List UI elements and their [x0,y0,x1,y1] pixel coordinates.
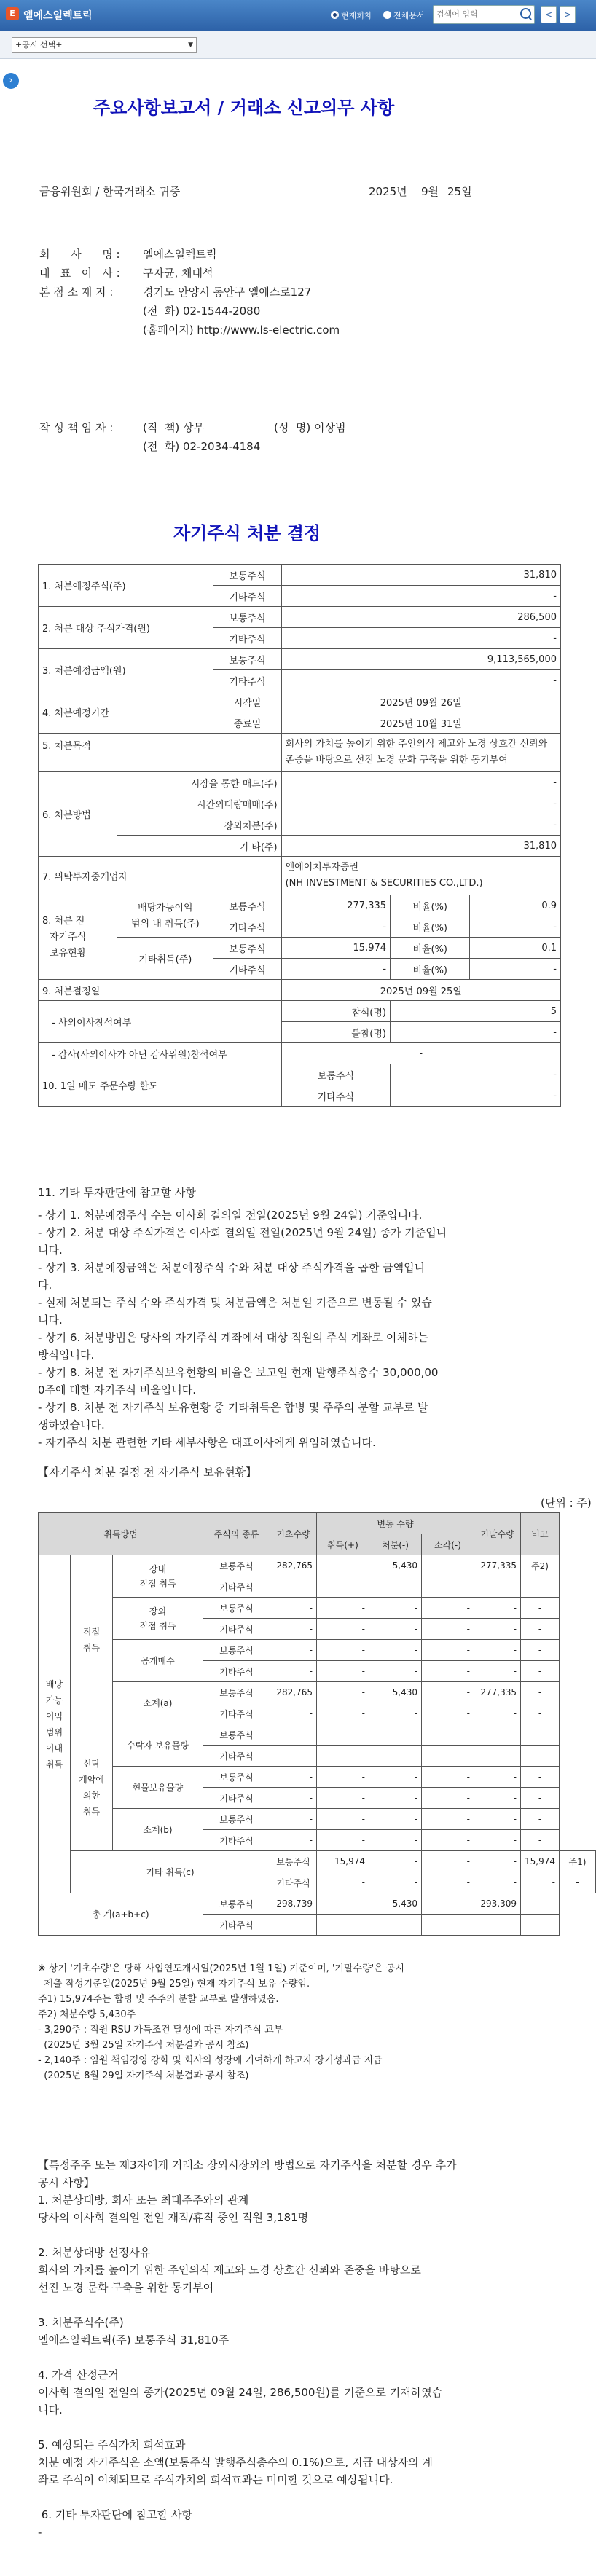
table-row: 총 계(a+b+c) 보통주식 298,739 - 5,430 - 293,309 - [39,1893,596,1915]
writer-name: (성 명) 이상범 [274,421,346,434]
writer-title: (직 책) 상무 [143,421,204,434]
radio-all[interactable]: 전체문서 [383,9,425,21]
table-row: - 사외이사참석여부 참석(명) 5 [39,1001,561,1022]
radio-dot-icon [383,11,391,19]
ceo-label: 대 표 이 사 : [39,267,120,280]
radio-dot-icon [331,11,339,19]
next-button[interactable]: > [560,6,576,23]
table-row: 배당 가능 이익 범위 이내 취득 직접 취득 장내 직접 취득 보통주식 282,765 - 5,430 - 277,335 주2) [39,1555,596,1576]
company-name: 엘에스일렉트릭 [143,248,217,261]
sub-bar [0,31,596,59]
notes-list-3: 【특정주주 또는 제3자에게 거래소 장외시장외의 방법으로 자기주식을 처분할 경우 추가 공시 사항】 1. 처분상대방, 회사 또는 최대주주와의 관계 당사의 이사회 결의일 전일 재직/휴직 중인 직원 3,181명 2. 처분상대방 선정사유 회사의 가치를 높이기 위한 주인의식 제고와 노경 상호간 신뢰와 존중을 바탕으로 선진 노경 문화 구축을 위한 동기부여 3. 처분주식수(주) 엘에스일렉트릭(주) 보통주식 31,810주 4. 가격 산정근거 이사회 결의일 전일의 종가(2025년 09월 24일, 286,500원)를 기준으로 기재하였습 니다. 5. 예상되는 주식가치 희석효과 처분 예정 자기주식은 소액(보통주식 발행주식총수의 0.1%)으로, 지급 대상자의 계 좌로 주식이 이체되므로 주식가치의 희석효과는 미미할 것으로 예상됩니다. 6. 기타 투자판단에 참고할 사항 - [38,2159,457,2539]
table-row: 기타주식 - [39,670,561,691]
table-header-row: 취득(+) 처분(-) 소각(-) [39,1534,596,1555]
company-label: 회 사 명 : [39,248,120,261]
address: 경기도 안양시 동안구 엘에스로127 [143,286,312,299]
table-row: 기타주식 - - - - - - [39,1576,596,1598]
table-row: 장외 직접 취득 보통주식 - - - - - - [39,1598,596,1619]
table-row: 기타주식 - - - - - - [39,1661,596,1682]
table-row: 1. 처분예정주식(주) 보통주식 31,810 [39,565,561,586]
company-logo: E [6,7,19,20]
table-row: 장외처분(주) - [39,814,561,836]
table-row: 9. 처분결정일 2025년 09월 25일 [39,980,561,1001]
table-row: 기타주식 - - - - - - [39,1703,596,1724]
table-row: 기타주식 - 비율(%) - [39,916,561,938]
table-row: 기타주식 - [39,1085,561,1107]
table-row: 8. 처분 전 자기주식 보유현황 배당가능이익 범위 내 취득(주) 보통주식 277,335 비율(%) 0.9 [39,895,561,916]
table-row: 공개매수 보통주식 - - - - - - [39,1640,596,1661]
notes-list-2: ※ 상기 '기초수량'은 당해 사업연도개시일(2025년 1월 1일) 기준이며, '기말수량'은 공시 제출 작성기준일(2025년 9월 25일) 현재 자기주식 보유 수량임. 주1) 15,974주는 합병 및 주주의 분할 교부로 발생하였음. 주2) 처분수량 5,430주 - 3,290주 : 직원 RSU 가득조건 달성에 따른 자기주식 교부 (2025년 3월 25일 자기주식 처분결과 공시 참조) - 2,140주 : 임원 책임경영 강화 및 회사의 성장에 기여하게 하고자 장기성과급 지급 (2025년 8월 29일 자기주식 처분결과 공시 참조) [38,1963,405,2081]
document-select[interactable]: +공시 선택+ ▼ [12,37,197,53]
ceo-name: 구자균, 채대석 [143,267,213,280]
table-row: 소계(a) 보통주식 282,765 - 5,430 - 277,335 - [39,1682,596,1703]
table-row: 4. 처분예정기간 시작일 2025년 09월 26일 [39,691,561,712]
table-row: 기 타(주) 31,810 [39,836,561,857]
writer-label: 작 성 책 임 자 : [39,421,114,434]
address-label: 본 점 소 재 지 : [39,286,114,299]
unit-label: (단위 : 주) [541,1496,592,1509]
addressee: 금융위원회 / 한국거래소 귀중 [39,185,181,198]
table-row: 2. 처분 대상 주식가격(원) 보통주식 286,500 [39,607,561,628]
table-row: 시간외대량매매(주) - [39,793,561,814]
table-row: 현물보유물량 보통주식 - - - - - - [39,1767,596,1788]
table-row: 불참(명) - [39,1022,561,1043]
table-row: 기타주식 - - - - - - [39,1830,596,1851]
radio-current[interactable]: 현재회차 [331,9,372,21]
search-box [433,5,535,24]
table-row: 기타취득(주) 보통주식 15,974 비율(%) 0.1 [39,938,561,959]
table-row: 신탁 계약에 의한 취득 수탁자 보유물량 보통주식 - - - - - - [39,1724,596,1746]
table-header-row: 취득방법 주식의 종류 기초수량 변동 수량 기말수량 비고 [39,1513,596,1534]
disposal-table [38,564,561,1107]
table-row: 소계(b) 보통주식 - - - - - - [39,1809,596,1830]
date-day: 25일 [447,185,472,198]
table-row: 종료일 2025년 10월 31일 [39,712,561,734]
table-row: 기타주식 - [39,586,561,607]
table-row: 기타주식 - 비율(%) - [39,959,561,980]
writer-phone: (전 화) 02-2034-4184 [143,440,261,453]
search-input[interactable] [434,7,517,23]
table-row: 5. 처분목적 회사의 가치를 높이기 위한 주인의식 제고와 노경 상호간 신뢰와 존중을 바탕으로 선진 노경 문화 구축을 위한 동기부여 [39,734,561,772]
phone: (전 화) 02-1544-2080 [143,305,261,318]
document-body [35,58,596,2557]
table-row: 기타주식 - - - - - - [39,1915,596,1936]
table-row: 기타주식 - [39,628,561,649]
holdings-title: 【자기주식 처분 결정 전 자기주식 보유현황】 [38,1466,257,1479]
table-row: 10. 1일 매도 주문수량 한도 보통주식 - [39,1064,561,1085]
table-row: 7. 위탁투자중개업자 엔에이치투자증권 (NH INVESTMENT & SECURITIES CO.,LTD.) [39,857,561,895]
section-title: 자기주식 처분 결정 [173,522,321,543]
search-icon[interactable] [520,8,531,19]
section-11-title: 11. 기타 투자판단에 참고할 사항 [38,1186,196,1199]
table-row: 3. 처분예정금액(원) 보통주식 9,113,565,000 [39,649,561,670]
doc-title: 주요사항보고서 / 거래소 신고의무 사항 [93,97,395,118]
table-row: 기타주식 - - - - - - [39,1788,596,1809]
homepage: (홈페이지) http://www.ls-electric.com [143,323,340,337]
date-year: 2025년 [369,185,407,198]
date-month: 9월 [421,185,439,198]
brand-name: 엘에스일렉트릭 [23,10,93,22]
table-row: - 감사(사외이사가 아닌 감사위원)참석여부 - [39,1043,561,1064]
chevron-down-icon: ▼ [188,42,193,49]
table-row: 기타주식 - - - - - - [39,1872,596,1893]
table-row: 기타 취득(c) 보통주식 15,974 - - - 15,974 주1) [39,1851,596,1872]
table-row: 기타주식 - - - - - - [39,1619,596,1640]
table-row: 6. 처분방법 시장을 통한 매도(주) - [39,772,561,793]
prev-button[interactable]: < [541,6,557,23]
holdings-table [38,1512,596,1936]
table-row: 기타주식 - - - - - - [39,1746,596,1767]
top-bar [0,0,596,31]
notes-list-1: - 상기 1. 처분예정주식 수는 이사회 결의일 전일(2025년 9월 24일) 기준입니다. - 상기 2. 처분 대상 주식가격은 이사회 결의일 전일(2025년 9월 24일) 종가 기준입니 니다. - 상기 3. 처분예정금액은 처분예정주식 수와 처분 대상 주식가격을 곱한 금액입니 다. - 실제 처분되는 주식 수와 주식가격 및 처분금액은 처분일 기준으로 변동될 수 있습 니다. - 상기 6. 처분방법은 당사의 자기주식 계좌에서 대상 직원의 주식 계좌로 이체하는 방식입니다. - 상기 8. 처분 전 자기주식보유현황의 비율은 보고일 현재 발행주식총수 30,000,00 0주에 대한 자기주식 비율입니다. - 상기 8. 처분 전 자기주식 보유현황 중 기타취득은 합병 및 주주의 분할 교부로 발 생하였습니다. - 자기주식 처분 관련한 기타 세부사항은 대표이사에게 위임하였습니다. [38,1209,447,1449]
sidebar-toggle-icon[interactable]: › [3,73,19,89]
